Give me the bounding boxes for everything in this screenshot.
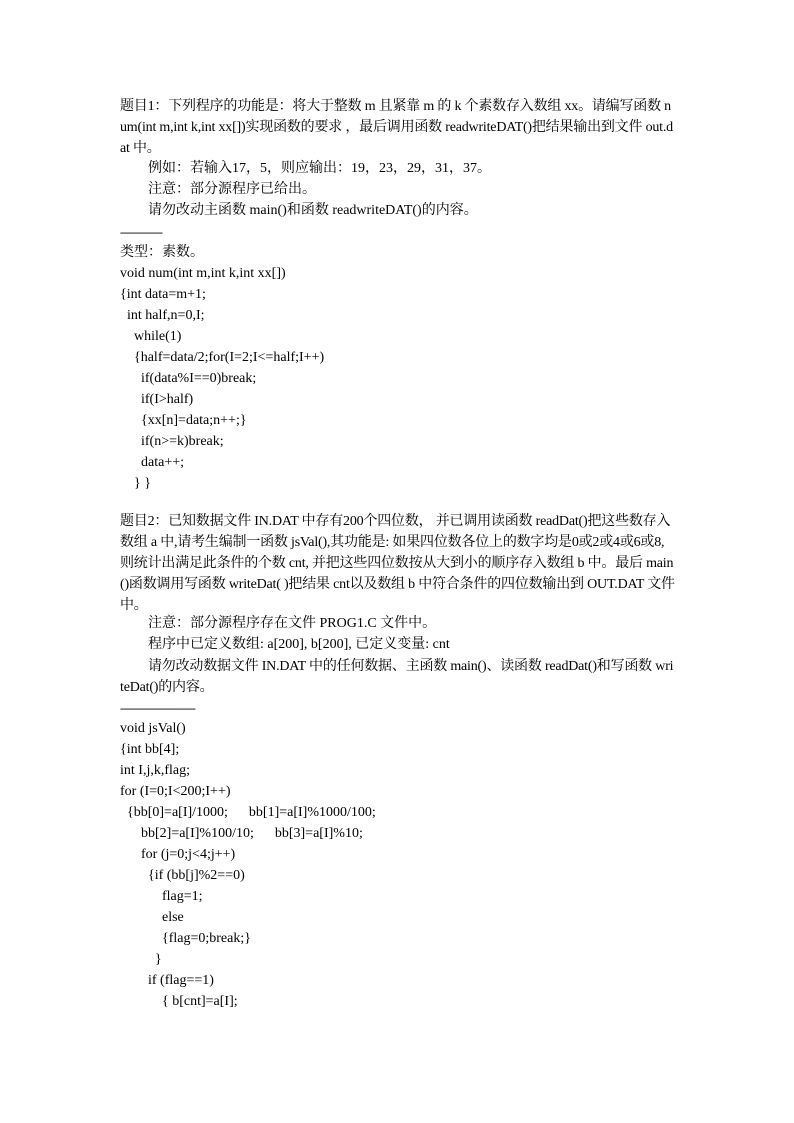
- q2-code-line: { b[cnt]=a[I];: [120, 994, 238, 1009]
- q1-note: 注意：部分源程序已给出。: [148, 182, 316, 197]
- q1-type-label: 类型：素数。: [120, 245, 204, 260]
- q1-code-line: data++;: [120, 455, 184, 470]
- q2-code-line: {flag=0;break;}: [120, 931, 251, 946]
- q2-note: 注意：部分源程序存在文件 PROG1.C 文件中。: [148, 616, 437, 631]
- q1-instruction: 请勿改动主函数 main()和函数 readwriteDAT()的内容。: [148, 203, 478, 218]
- q1-code-line: {int data=m+1;: [120, 287, 206, 302]
- q1-code-line: if(n>=k)break;: [120, 434, 224, 449]
- q2-code-line: {int bb[4];: [120, 742, 180, 757]
- q1-code-line: if(data%I==0)break;: [120, 371, 257, 386]
- q1-code-line: {xx[n]=data;n++;}: [120, 413, 247, 428]
- q1-code-line: } }: [120, 476, 151, 491]
- q1-code-line: while(1): [120, 329, 182, 344]
- q2-code-line: for (j=0;j<4;j++): [120, 847, 236, 862]
- q1-example: 例如：若输入17，5，则应输出：19，23，29，31，37。: [148, 161, 491, 176]
- q1-code-line: int half,n=0,I;: [120, 308, 205, 323]
- q2-instruction: 请勿改动数据文件 IN.DAT 中的任何数据、主函数 main()、读函数 readDat()和写函数 writeDat()的内容。: [120, 659, 674, 695]
- q2-code-line: for (I=0;I<200;I++): [120, 784, 231, 799]
- q1-separator: --------------: [120, 225, 162, 239]
- q2-code-line: {if (bb[j]%2==0): [120, 868, 245, 883]
- q2-code-line: bb[2]=a[I]%100/10; bb[3]=a[I]%10;: [120, 826, 363, 841]
- q2-code-line: if (flag==1): [120, 973, 214, 988]
- q2-code-line: }: [120, 952, 162, 967]
- q2-code-line: {bb[0]=a[I]/1000; bb[1]=a[I]%1000/100;: [120, 805, 376, 820]
- q2-separator: -------------------------: [120, 701, 195, 715]
- q2-code-line: flag=1;: [120, 889, 203, 904]
- q2-paragraph: 题目2：已知数据文件 IN.DAT 中存有200个四位数， 并已调用读函数 readDat()把这些数存入数组 a 中,请考生编制一函数 jsVal(),其功能是: 如果四位数各位上的数字均是0或2或4或6或8, 则统计出满足此条件的个数 cnt, 并把这些四位数按从大到小的顺序存入数组 b 中。最后 main()函数调用写函数 writeDat( )把结果 cnt以及数组 b 中符合条件的四位数输出到 OUT.DAT 文件中。: [120, 514, 675, 613]
- q2-code-line: int I,j,k,flag;: [120, 763, 190, 778]
- q1-code-line: if(I>half): [120, 392, 194, 407]
- q2-code-line: void jsVal(): [120, 721, 186, 736]
- q2-code-line: else: [120, 910, 184, 925]
- q1-code-line: {half=data/2;for(I=2;I<=half;I++): [120, 350, 325, 365]
- q1-paragraph: 题目1：下列程序的功能是：将大于整数 m 且紧靠 m 的 k 个素数存入数组 xx。请编写函数 num(int m,int k,int xx[])实现函数的要求 ，最后调用函数 readwriteDAT()把结果输出到文件 out.dat 中。: [120, 99, 673, 156]
- q1-code-line: void num(int m,int k,int xx[]): [120, 266, 286, 281]
- q2-defined-vars: 程序中已定义数组: a[200], b[200], 已定义变量: cnt: [148, 637, 450, 652]
